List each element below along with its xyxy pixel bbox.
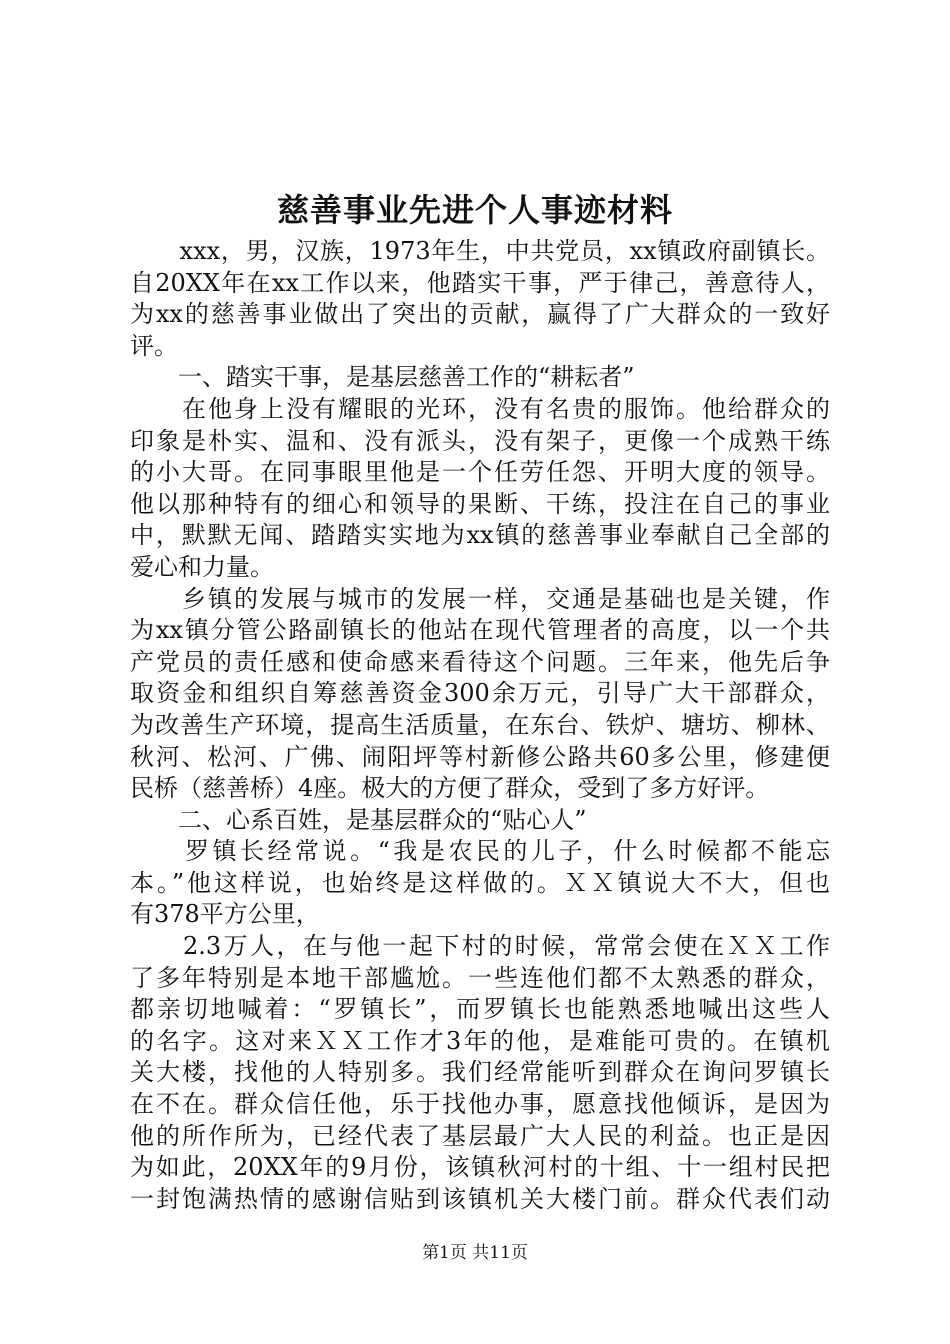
- document-body: [130, 236, 830, 1215]
- body-text-line: 本。”他这样说，也始终是这样做的。ＸＸ镇说大不大，但也: [130, 868, 830, 897]
- body-text-line: 评。: [130, 331, 178, 360]
- body-text-line: 他的所作所为，已经代表了基层最广大人民的利益。也正是因: [130, 1121, 830, 1150]
- body-text-line: 乡镇的发展与城市的发展一样，交通是基础也是关键，作: [130, 584, 830, 613]
- body-text-line: 2.3万人，在与他一起下村的时候，常常会使在ＸＸ工作: [130, 932, 830, 961]
- body-text-line: 关大楼，找他的人特别多。我们经常能听到群众在询问罗镇长: [130, 1058, 830, 1087]
- body-text-line: 在他身上没有耀眼的光环，没有名贵的服饰。他给群众的: [130, 394, 830, 423]
- body-text-line: 爱心和力量。: [130, 552, 274, 581]
- body-text-line: 的名字。这对来ＸＸ工作才3年的他，是难能可贵的。在镇机: [130, 1026, 830, 1055]
- body-text-line: 一封饱满热情的感谢信贴到该镇机关大楼门前。群众代表们动: [130, 1184, 830, 1213]
- body-text-line: 自20XX年在xx工作以来，他踏实干事，严于律己，善意待人，: [130, 268, 830, 297]
- body-text-line: 产党员的责任感和使命感来看待这个问题。三年来，他先后争: [130, 647, 830, 676]
- body-text-line: 二、心系百姓，是基层群众的“贴心人”: [130, 805, 587, 834]
- body-text-line: 都亲切地喊着：“罗镇长”，而罗镇长也能熟悉地喊出这些人: [130, 995, 830, 1024]
- body-text-line: 中，默默无闻、踏踏实实地为xx镇的慈善事业奉献自己全部的: [130, 521, 830, 550]
- body-text-line: 为xx的慈善事业做出了突出的贡献，赢得了广大群众的一致好: [130, 300, 830, 329]
- body-text-line: 他以那种特有的细心和领导的果断、干练，投注在自己的事业: [130, 489, 830, 518]
- body-text-line: 印象是朴实、温和、没有派头，没有架子，更像一个成熟干练: [130, 426, 830, 455]
- page-number-footer: 第1页 共11页: [422, 1243, 528, 1263]
- body-text-line: 有378平方公里，: [130, 900, 320, 929]
- body-text-line: 取资金和组织自筹慈善资金300余万元，引导广大干部群众，: [130, 679, 830, 708]
- body-text-line: 在不在。群众信任他，乐于找他办事，愿意找他倾诉，是因为: [130, 1090, 830, 1119]
- body-text-line: 一、踏实干事，是基层慈善工作的“耕耘者”: [130, 363, 635, 392]
- body-text-line: xxx，男，汉族，1973年生，中共党员，xx镇政府副镇长。: [130, 237, 830, 265]
- body-text-line: 为xx镇分管公路副镇长的他站在现代管理者的高度，以一个共: [130, 616, 830, 645]
- body-text-line: 民桥（慈善桥）4座。极大的方便了群众，受到了多方好评。: [130, 774, 770, 803]
- body-text-line: 为如此，20XX年的9月份，该镇秋河村的十组、十一组村民把: [130, 1153, 830, 1182]
- body-text-line: 罗镇长经常说。“我是农民的儿子，什么时候都不能忘: [130, 837, 830, 866]
- body-text-line: 为改善生产环境，提高生活质量，在东台、铁炉、塘坊、柳林、: [130, 710, 830, 739]
- document-title: 慈善事业先进个人事迹材料: [276, 191, 673, 229]
- body-text-line: 秋河、松河、广佛、闹阳坪等村新修公路共60多公里，修建便: [130, 742, 830, 771]
- body-text-line: 的小大哥。在同事眼里他是一个任劳任怨、开明大度的领导。: [130, 458, 830, 487]
- body-text-line: 了多年特别是本地干部尴尬。一些连他们都不太熟悉的群众，: [130, 963, 830, 992]
